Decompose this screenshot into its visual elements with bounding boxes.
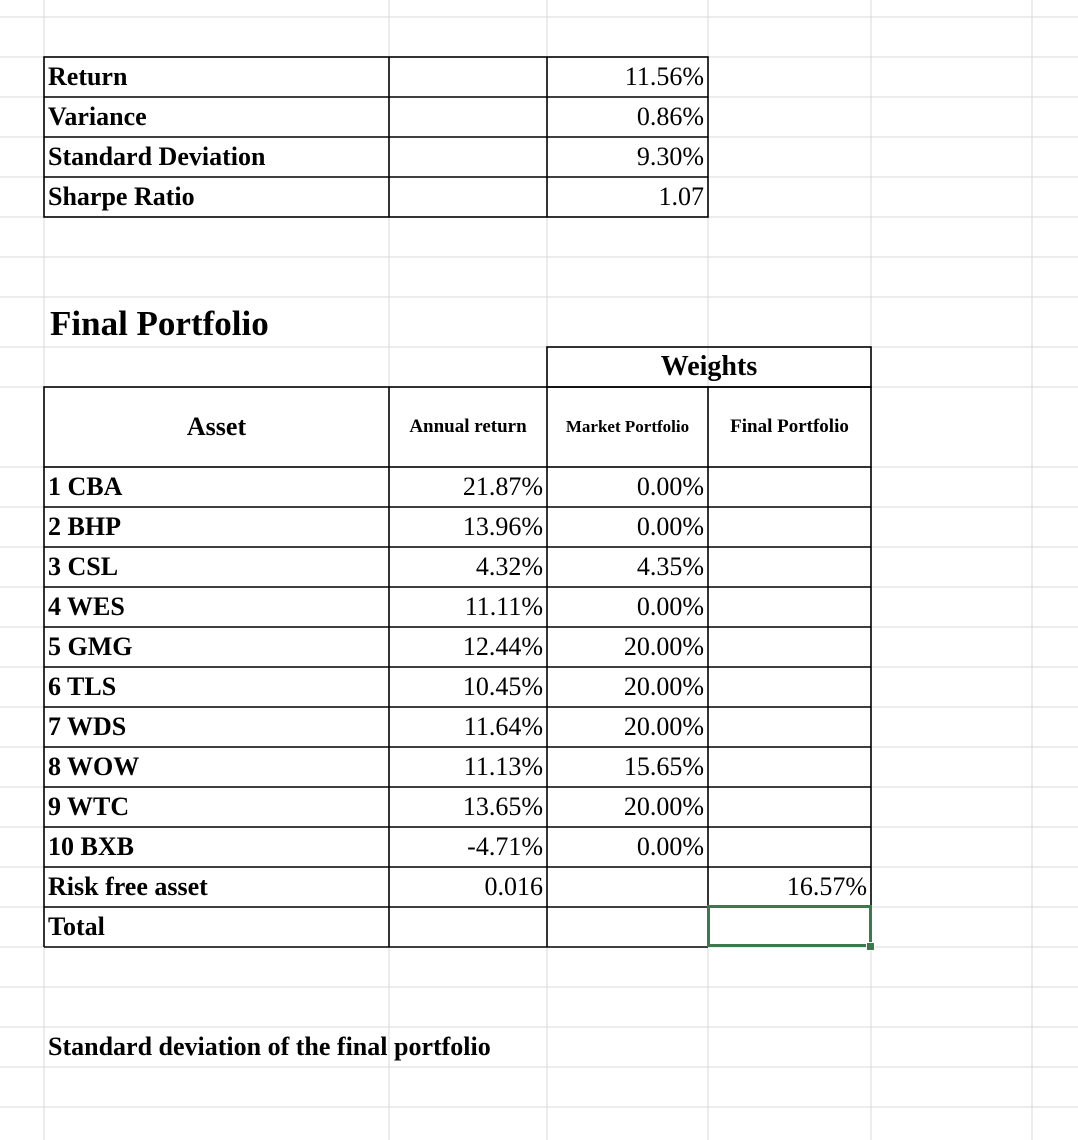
- asset-name[interactable]: 6 TLS: [48, 672, 117, 701]
- asset-annual-return[interactable]: 13.96%: [462, 512, 543, 541]
- risk-free-annual-return[interactable]: 0.016: [484, 872, 543, 901]
- stat-label-return[interactable]: Return: [48, 62, 128, 91]
- asset-market-weight[interactable]: 20.00%: [623, 672, 704, 701]
- column-header-market-portfolio[interactable]: Market Portfolio: [565, 417, 690, 436]
- asset-name[interactable]: 2 BHP: [48, 512, 121, 541]
- asset-name[interactable]: 7 WDS: [48, 712, 127, 741]
- stat-label-std-dev[interactable]: Standard Deviation: [48, 142, 266, 171]
- risk-free-final-weight[interactable]: 16.57%: [786, 872, 867, 901]
- asset-market-weight[interactable]: 20.00%: [623, 792, 704, 821]
- weights-header[interactable]: Weights: [660, 351, 758, 382]
- asset-annual-return[interactable]: 4.32%: [475, 552, 543, 581]
- asset-name[interactable]: 9 WTC: [48, 792, 130, 821]
- fill-handle[interactable]: [866, 942, 875, 951]
- stat-label-variance[interactable]: Variance: [48, 102, 147, 131]
- asset-market-weight[interactable]: 0.00%: [636, 592, 704, 621]
- column-header-annual-return[interactable]: Annual return: [409, 416, 527, 437]
- asset-name[interactable]: 5 GMG: [48, 632, 133, 661]
- asset-market-weight[interactable]: 0.00%: [636, 512, 704, 541]
- asset-name[interactable]: 1 CBA: [48, 472, 123, 501]
- asset-market-weight[interactable]: 20.00%: [623, 712, 704, 741]
- asset-name[interactable]: 8 WOW: [48, 752, 140, 781]
- asset-name[interactable]: 3 CSL: [48, 552, 119, 581]
- asset-market-weight[interactable]: 4.35%: [636, 552, 704, 581]
- stat-value-std-dev[interactable]: 9.30%: [636, 142, 704, 171]
- asset-market-weight[interactable]: 20.00%: [623, 632, 704, 661]
- stat-value-return[interactable]: 11.56%: [624, 62, 704, 91]
- total-label[interactable]: Total: [48, 912, 105, 941]
- asset-market-weight[interactable]: 0.00%: [636, 472, 704, 501]
- risk-free-label[interactable]: Risk free asset: [48, 872, 208, 901]
- column-header-asset[interactable]: Asset: [186, 412, 247, 441]
- asset-annual-return[interactable]: 13.65%: [462, 792, 543, 821]
- asset-annual-return[interactable]: 21.87%: [462, 472, 543, 501]
- selected-cell[interactable]: [707, 905, 872, 947]
- asset-annual-return[interactable]: 12.44%: [462, 632, 543, 661]
- std-dev-final-portfolio-label[interactable]: Standard deviation of the final portfolio: [48, 1032, 491, 1061]
- asset-name[interactable]: 10 BXB: [48, 832, 134, 861]
- asset-annual-return[interactable]: -4.71%: [467, 832, 543, 861]
- stat-value-variance[interactable]: 0.86%: [636, 102, 704, 131]
- asset-name[interactable]: 4 WES: [48, 592, 125, 621]
- asset-market-weight[interactable]: 15.65%: [623, 752, 704, 781]
- asset-annual-return[interactable]: 10.45%: [462, 672, 543, 701]
- column-header-final-portfolio[interactable]: Final Portfolio: [730, 416, 849, 437]
- stat-label-sharpe[interactable]: Sharpe Ratio: [48, 182, 195, 211]
- asset-annual-return[interactable]: 11.13%: [463, 752, 543, 781]
- asset-annual-return[interactable]: 11.64%: [463, 712, 543, 741]
- section-title[interactable]: Final Portfolio: [50, 303, 269, 343]
- asset-annual-return[interactable]: 11.11%: [464, 592, 543, 621]
- stat-value-sharpe[interactable]: 1.07: [658, 182, 704, 211]
- asset-market-weight[interactable]: 0.00%: [636, 832, 704, 861]
